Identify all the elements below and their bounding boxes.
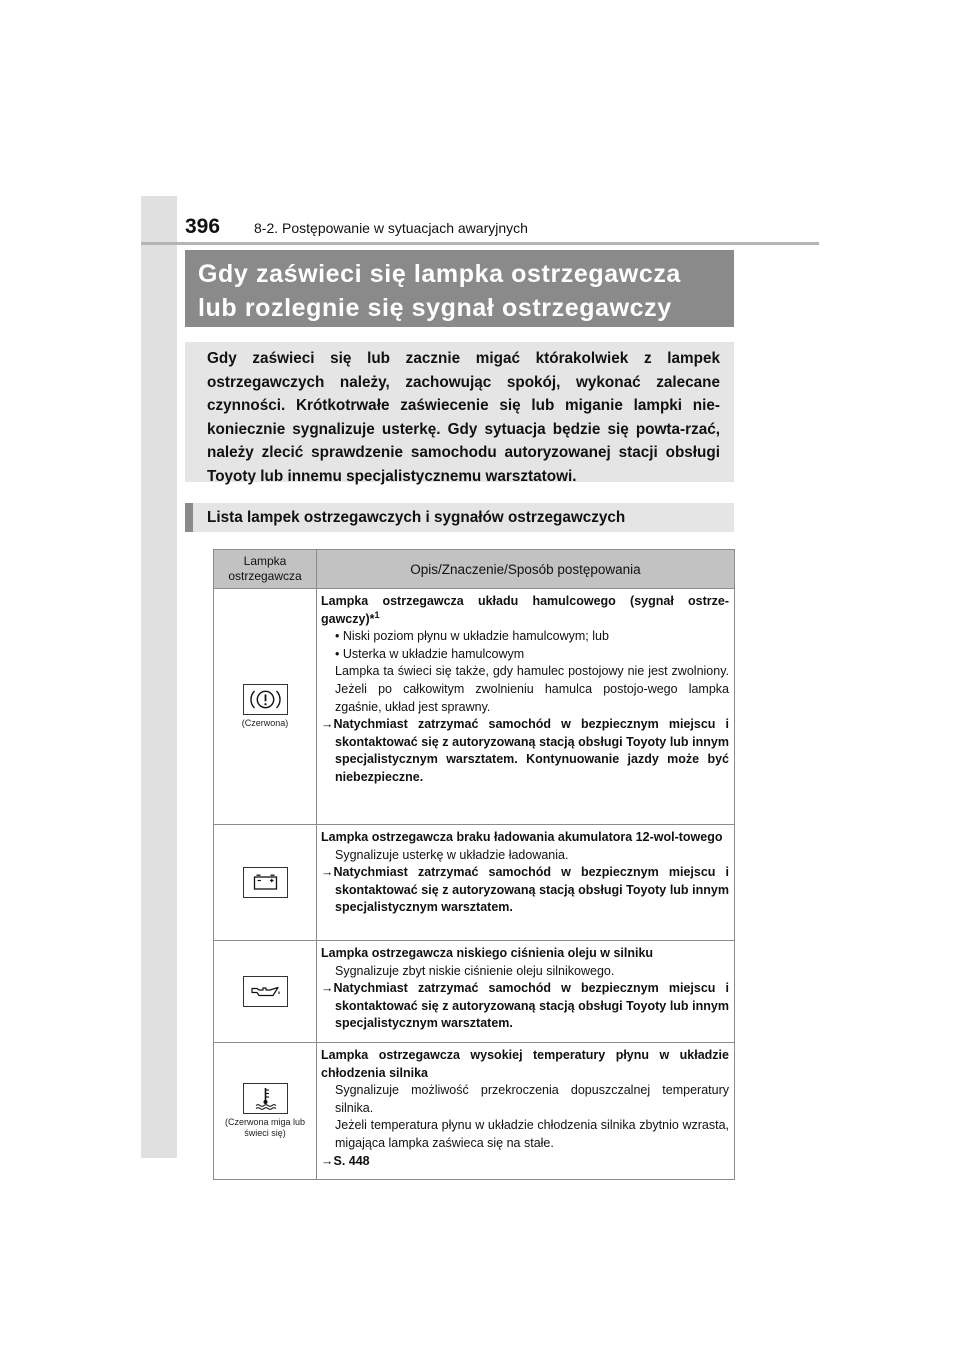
row-description: Sygnalizuje możliwość przekroczenia dopuszczalnej temperatury silnika. [335,1083,729,1115]
intro-text: Gdy zaświeci się lub zacznie migać którakolwiek z lampek ostrzegawczych należy, zachowując spokój, wykonać zalecane czynności. Krótkotrwałe zaświecenie się lub miganie lampki nie-koniecznie sygnalizuje usterkę. Gdy sytuacja będzie się powta-rzać, należy zlecić sprawdzenie samochodu autoryzowanej stacji obsługi Toyoty lub innemu specjalistycznemu warsztatowi. [207,350,720,485]
arrow-icon: → [321,865,334,880]
row-description: Lampka ta świeci się także, gdy hamulec postojowy nie jest zwolniony. Jeżeli po całkowitym zwolnieniu hamulca postojo-wego lampka zgaśnie, układ jest sprawny. [335,664,729,714]
row-title: Lampka ostrzegawcza braku ładowania akumulatora 12-wol-towego [321,830,723,844]
row-description-2: Jeżeli temperatura płynu w układzie chłodzenia silnika zbytnio wzrasta, migająca lampka zaświeca się na stałe. [335,1118,729,1150]
description-cell [317,825,735,941]
page-reference: S. 448 [333,1153,370,1168]
table-row [214,1042,735,1179]
arrow-icon: → [321,1153,334,1168]
sidebar-strip [141,196,177,1158]
table-row [214,941,735,1043]
page-title-line-2: lub rozlegnie się sygnał ostrzegawczy [198,294,672,322]
brake-warning-icon [243,684,288,715]
icon-caption: (Czerwona miga lub świeci się) [224,1117,306,1139]
row-action-text: Natychmiast zatrzymać samochód w bezpiecznym miejscu i skontaktować się z autoryzowaną stacją obsługi Toyoty lub innym specjalistycznym warsztatem. Kontynuowanie jazdy może być niebezpieczne. [333,717,729,784]
header-rule [141,242,819,245]
description-cell [317,941,735,1043]
table-row [214,589,735,825]
battery-icon [243,867,288,898]
bullet-item: • Usterka w układzie hamulcowym [335,646,525,661]
section-header [185,503,734,532]
table-header-row [214,550,735,589]
coolant-temperature-icon [243,1083,288,1114]
row-title: Lampka ostrzegawcza wysokiej temperatury płynu w układzie chłodzenia silnika [321,1047,729,1080]
row-action [321,864,729,917]
section-marker [185,503,193,532]
description-cell [317,1042,735,1179]
icon-cell [214,825,317,941]
oil-pressure-icon [243,976,288,1007]
row-title: Lampka ostrzegawcza niskiego ciśnienia oleju w silniku [321,946,654,960]
table-row [214,825,735,941]
row-action-text: Natychmiast zatrzymać samochód w bezpiecznym miejscu i skontaktować się z autoryzowaną stacją obsługi Toyoty lub innym specjalistycznym warsztatem. [333,865,729,915]
chapter-title: 8-2. Postępowanie w sytuacjach awaryjnych [254,220,528,236]
row-title-text: Lampka ostrzegawcza układu hamulcowego (sygnał ostrze-gawczy)* [321,594,729,626]
warning-lights-table [213,549,735,1180]
intro-box [185,342,734,485]
row-action [321,716,729,786]
row-action [321,980,729,1033]
page-title [185,250,734,327]
page-title-line-1: Gdy zaświeci się lampka ostrzegawcza [198,260,681,288]
icon-cell [214,1042,317,1179]
icon-cell [214,941,317,1043]
row-title [321,593,729,628]
icon-caption: (Czerwona) [241,718,289,728]
section-title: Lista lampek ostrzegawczych i sygnałów ostrzegawczych [207,509,626,526]
column-header-light: Lampka ostrzegawcza [214,550,317,589]
page-number: 396 [185,215,221,238]
row-description: Sygnalizuje zbyt niskie ciśnienie oleju silnikowego. [335,963,615,978]
description-cell [317,589,735,825]
bullet-item: • Niski poziom płynu w układzie hamulcowym; lub [335,629,609,644]
arrow-icon: → [321,981,334,996]
column-header-description: Opis/Znaczenie/Sposób postępowania [317,550,735,589]
icon-cell [214,589,317,825]
row-action [321,1153,729,1171]
arrow-icon: → [321,717,334,732]
row-description: Sygnalizuje usterkę w układzie ładowania. [335,847,569,862]
footnote-mark: 1 [374,609,380,620]
row-action-text: Natychmiast zatrzymać samochód w bezpiecznym miejscu i skontaktować się z autoryzowaną stacją obsługi Toyoty lub innym specjalistycznym warsztatem. [333,981,729,1031]
